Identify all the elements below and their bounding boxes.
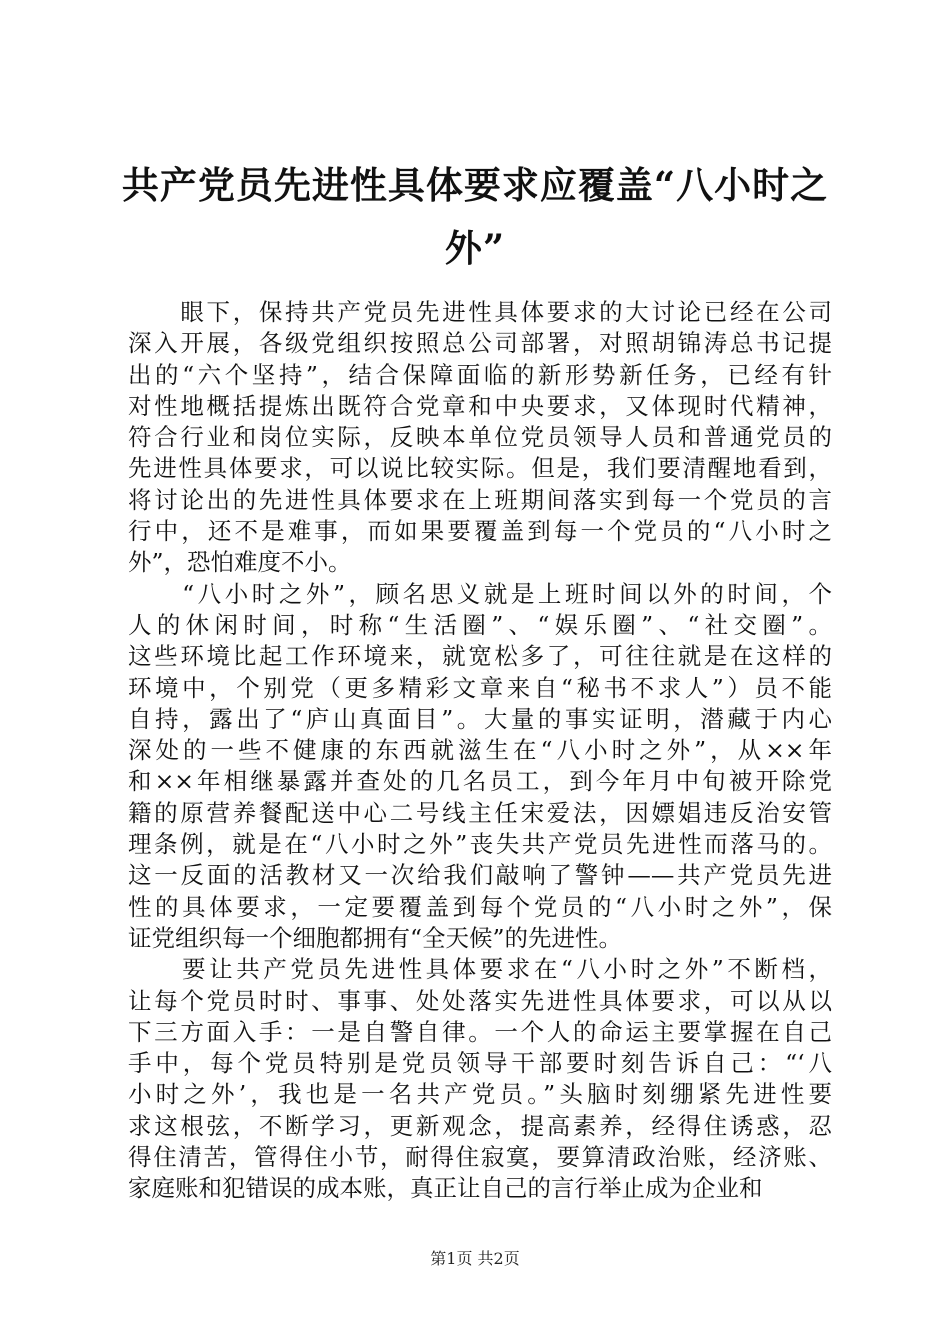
paragraph-line: 小时之外’，我也是一名共产党员。”头脑时刻绷紧先进性要 bbox=[128, 1080, 832, 1109]
paragraph-line: 自持，露出了“庐山真面目”。大量的事实证明，潜藏于内心 bbox=[128, 704, 832, 733]
page-number-footer: 第1页 共2页 bbox=[430, 1249, 520, 1268]
paragraph-line: 这些环境比起工作环境来，就宽松多了，可往往就是在这样的 bbox=[128, 642, 832, 671]
paragraph-line: 出的“六个坚持”，结合保障面临的新形势新任务，已经有针 bbox=[128, 360, 832, 389]
paragraph-line: 这一反面的活教材又一次给我们敲响了警钟——共产党员先进 bbox=[128, 861, 832, 890]
paragraph-line: 环境中，个别党（更多精彩文章来自“秘书不求人”）员不能 bbox=[128, 673, 832, 702]
paragraph-line: 对性地概括提炼出既符合党章和中央要求，又体现时代精神， bbox=[128, 391, 832, 420]
paragraph bbox=[128, 954, 832, 1204]
paragraph-line: 将讨论出的先进性具体要求在上班期间落实到每一个党员的言 bbox=[128, 485, 832, 514]
paragraph-line: 人的休闲时间，时称“生活圈”、“娱乐圈”、“社交圈”。 bbox=[128, 610, 832, 639]
paragraph bbox=[128, 297, 832, 579]
paragraph-line: 外”，恐怕难度不小。 bbox=[128, 548, 352, 577]
document-body bbox=[128, 297, 832, 1205]
paragraph-line: 籍的原营养餐配送中心二号线主任宋爱法，因嫖娼违反治安管 bbox=[128, 798, 832, 827]
paragraph-line: 行中，还不是难事，而如果要覆盖到每一个党员的“八小时之 bbox=[128, 517, 832, 546]
paragraph-line: 理条例，就是在“八小时之外”丧失共产党员先进性而落马的。 bbox=[128, 830, 832, 859]
paragraph-line: 深处的一些不健康的东西就滋生在“八小时之外”，从××年 bbox=[128, 736, 832, 765]
paragraph-line: 眼下，保持共产党员先进性具体要求的大讨论已经在公司 bbox=[128, 298, 832, 326]
paragraph-line: 深入开展，各级党组织按照总公司部署，对照胡锦涛总书记提 bbox=[128, 329, 832, 358]
paragraph-line: 先进性具体要求，可以说比较实际。但是，我们要清醒地看到， bbox=[128, 454, 832, 483]
paragraph-line: 让每个党员时时、事事、处处落实先进性具体要求，可以从以 bbox=[128, 986, 832, 1015]
paragraph-line: 证党组织每一个细胞都拥有“全天候”的先进性。 bbox=[128, 923, 623, 952]
paragraph-line: 家庭账和犯错误的成本账，真正让自己的言行举止成为企业和 bbox=[128, 1174, 763, 1203]
paragraph-line: 求这根弦，不断学习，更新观念，提高素养，经得住诱惑，忍 bbox=[128, 1111, 832, 1140]
title-line: 外” bbox=[444, 226, 506, 270]
paragraph bbox=[128, 579, 832, 955]
paragraph-line: “八小时之外”，顾名思义就是上班时间以外的时间，个 bbox=[128, 579, 832, 608]
document-title bbox=[120, 154, 830, 280]
paragraph-line: 性的具体要求，一定要覆盖到每个党员的“八小时之外”，保 bbox=[128, 892, 832, 921]
paragraph-line: 手中，每个党员特别是党员领导干部要时刻告诉自己：“‘八 bbox=[128, 1049, 832, 1078]
paragraph-line: 要让共产党员先进性具体要求在“八小时之外”不断档， bbox=[128, 955, 832, 984]
paragraph-line: 得住清苦，管得住小节，耐得住寂寞，要算清政治账，经济账、 bbox=[128, 1143, 832, 1172]
paragraph-line: 和××年相继暴露并查处的几名员工，到今年月中旬被开除党 bbox=[128, 767, 832, 796]
paragraph-line: 下三方面入手：一是自警自律。一个人的命运主要掌握在自己 bbox=[128, 1017, 832, 1046]
paragraph-line: 符合行业和岗位实际，反映本单位党员领导人员和普通党员的 bbox=[128, 423, 832, 452]
title-line: 共产党员先进性具体要求应覆盖“八小时之 bbox=[121, 163, 829, 207]
